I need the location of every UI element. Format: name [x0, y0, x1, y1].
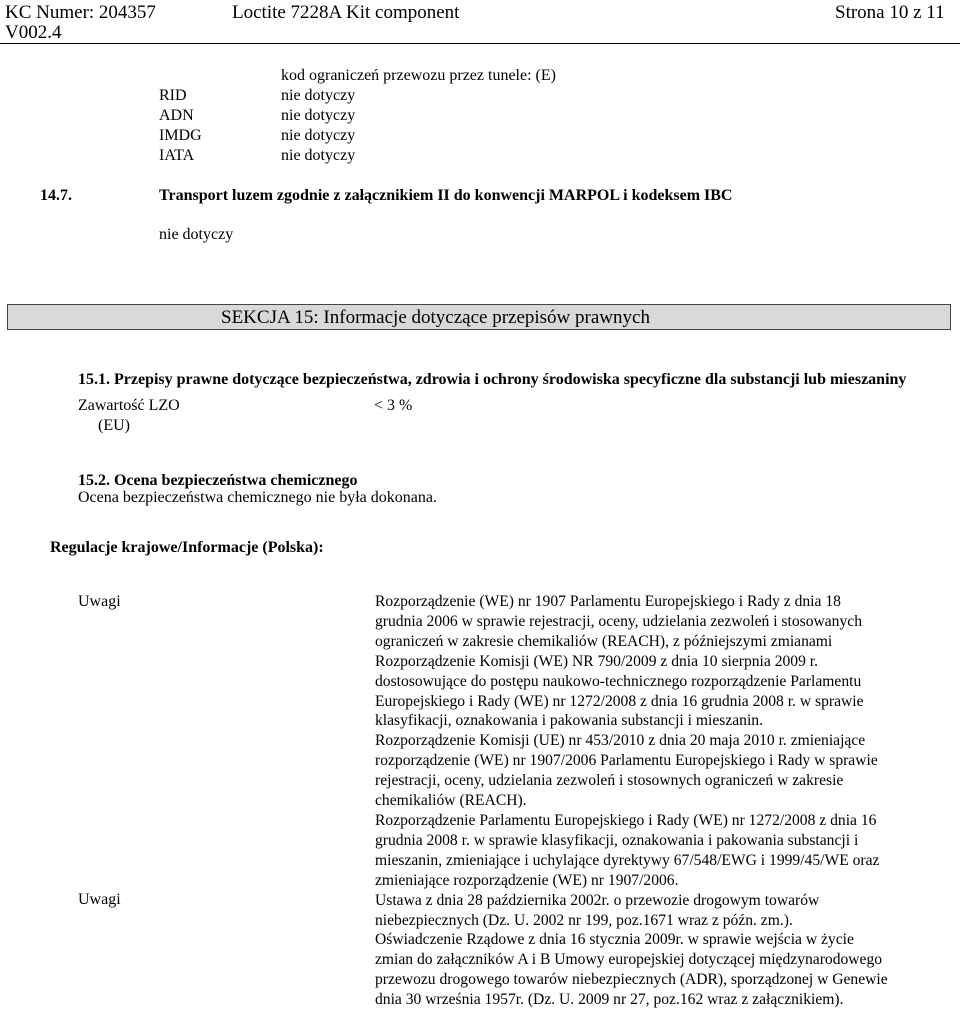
- remarks-label: Uwagi: [78, 891, 121, 908]
- regulation-line: klasyfikacji, oznakowania i pakowania substancji i mieszanin.: [375, 712, 763, 730]
- regulation-line: Rozporządzenie (WE) nr 1907 Parlamentu Europejskiego i Rady z dnia 18: [375, 593, 841, 610]
- section-14-7-number: 14.7.: [40, 187, 72, 204]
- regulation-line: ograniczeń w zakresie chemikaliów (REACH), z późniejszymi zmianami: [375, 632, 833, 650]
- regulation-line: rejestracji, oceny, udzielania zezwoleń i stosownych ograniczeń w zakresie: [375, 772, 844, 790]
- regulation-line: przewozu drogowego towarów niebezpiecznych (ADR), sporządzonej w Genewie: [375, 971, 888, 989]
- regulation-line: niebezpiecznych (Dz. U. 2002 nr 199, poz.1671 wraz z późn. zm.).: [375, 911, 793, 929]
- voc-content-label: Zawartość LZO: [78, 397, 180, 414]
- transport-mode-value: nie dotyczy: [281, 107, 356, 124]
- regulation-line: Oświadczenie Rządowe z dnia 16 stycznia 2009r. w sprawie wejścia w życie: [375, 931, 854, 949]
- regulation-line: grudnia 2008 r. w sprawie klasyfikacji, oznakowania i pakowania substancji i: [375, 831, 859, 849]
- regulation-line: Ustawa z dnia 28 października 2002r. o przewozie drogowym towarów: [375, 891, 820, 909]
- header-kc-number: KC Numer: 204357: [5, 2, 156, 23]
- section-15-title: SEKCJA 15: Informacje dotyczące przepisów prawnych: [221, 307, 650, 328]
- regulation-line: Rozporządzenie Komisji (UE) nr 453/2010 z dnia 20 maja 2010 r. zmieniające: [375, 732, 866, 750]
- regulation-line: grudnia 2006 w sprawie rejestracji, oceny, udzielania zezwoleń i stosowanych: [375, 612, 862, 630]
- transport-mode-label: ADN: [159, 107, 194, 124]
- transport-mode-value: nie dotyczy: [281, 87, 356, 104]
- regulation-line: zmieniające rozporządzenie (WE) nr 1907/2006.: [375, 871, 679, 889]
- header-divider: [0, 43, 960, 44]
- transport-mode-label: IMDG: [159, 127, 202, 144]
- header-version: V002.4: [5, 22, 62, 43]
- regulation-line: chemikaliów (REACH).: [375, 792, 527, 810]
- section-15-2-title: 15.2. Ocena bezpieczeństwa chemicznego: [78, 472, 358, 489]
- regulation-line: Rozporządzenie Parlamentu Europejskiego i Rady (WE) nr 1272/2008 z dnia 16: [375, 811, 877, 829]
- regulation-line: Europejskiego i Rady (WE) nr 1272/2008 z dnia 16 grudnia 2008 r. w sprawie: [375, 692, 864, 710]
- section-14-7-value: nie dotyczy: [159, 226, 234, 243]
- remarks-label: Uwagi: [78, 593, 121, 610]
- tunnel-restriction-code: kod ograniczeń przewozu przez tunele: (E): [281, 67, 556, 84]
- section-15-1-title: 15.1. Przepisy prawne dotyczące bezpieczeństwa, zdrowia i ochrony środowiska specyficzne dla substancji lub mieszaniny: [78, 371, 907, 388]
- transport-mode-value: nie dotyczy: [281, 147, 356, 164]
- transport-mode-value: nie dotyczy: [281, 127, 356, 144]
- regulation-line: Rozporządzenie Komisji (WE) NR 790/2009 z dnia 10 sierpnia 2009 r.: [375, 652, 819, 670]
- section-15-2-text: Ocena bezpieczeństwa chemicznego nie była dokonana.: [78, 489, 437, 506]
- transport-mode-label: IATA: [159, 147, 195, 164]
- national-regulations-title: Regulacje krajowe/Informacje (Polska):: [50, 539, 324, 556]
- voc-content-label-eu: (EU): [98, 417, 130, 434]
- section-14-7-title: Transport luzem zgodnie z załącznikiem II do konwencji MARPOL i kodeksem IBC: [159, 187, 733, 204]
- voc-content-value: < 3 %: [374, 397, 413, 414]
- regulation-line: dnia 30 września 1957r. (Dz. U. 2009 nr 27, poz.162 wraz z załącznikiem).: [375, 991, 844, 1009]
- regulation-line: dostosowujące do postępu naukowo-technicznego rozporządzenie Parlamentu: [375, 672, 862, 690]
- regulations-paragraph: [375, 592, 945, 1010]
- regulation-line: rozporządzenie (WE) nr 1907/2006 Parlamentu Europejskiego i Rady w sprawie: [375, 752, 878, 770]
- header-product-name: Loctite 7228A Kit component: [232, 2, 460, 23]
- regulation-line: mieszanin, zmieniające i uchylające dyrektywy 67/548/EWG i 1999/45/WE oraz: [375, 851, 880, 869]
- header-page-number: Strona 10 z 11: [835, 2, 945, 23]
- regulation-line: zmian do załączników A i B Umowy europejskiej dotyczącej międzynarodowego: [375, 951, 883, 969]
- transport-mode-label: RID: [159, 87, 187, 104]
